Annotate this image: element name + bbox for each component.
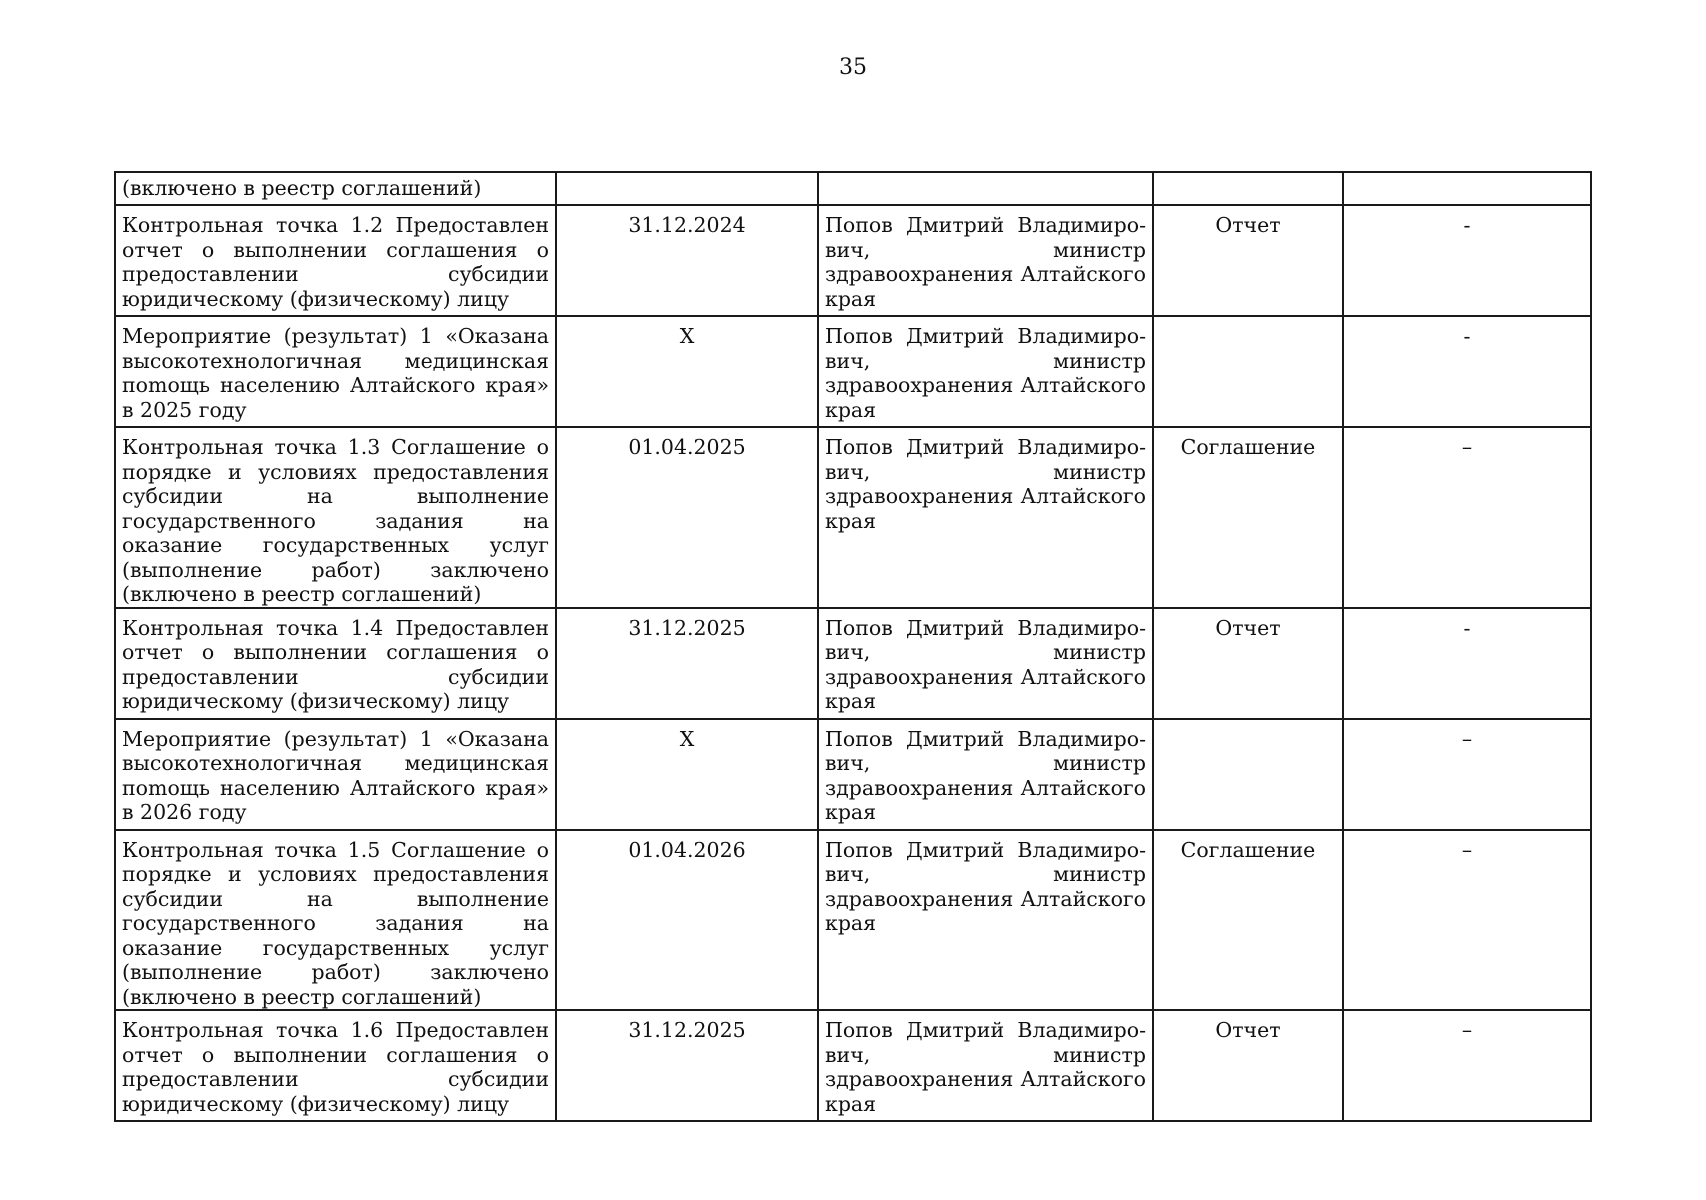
cell-mark: – (1343, 1010, 1591, 1121)
cell-document (1153, 316, 1343, 427)
cell-date (556, 172, 818, 205)
cell-date: 01.04.2025 (556, 427, 818, 608)
cell-responsible (818, 172, 1153, 205)
cell-document (1153, 172, 1343, 205)
table-row (115, 608, 1591, 719)
cell-name: Мероприятие (результат) 1 «Оказана высокотехнологичная медицинская поmощь населению Алтайского края» в 2026 году (115, 719, 556, 830)
control-points-table (114, 171, 1592, 1122)
cell-document (1153, 719, 1343, 830)
cell-name: Контрольная точка 1.3 Соглашение о порядке и условиях предоставления субсидии на выполнение государственного задания на оказание государственных услуг (выполнение работ) заключено (включено в реестр соглашений) (115, 427, 556, 608)
cell-document: Отчет (1153, 608, 1343, 719)
cell-document: Соглашение (1153, 830, 1343, 1011)
cell-mark: - (1343, 205, 1591, 316)
table-row (115, 316, 1591, 427)
cell-name: Мероприятие (результат) 1 «Оказана высокотехнологичная медицинская поmощь населению Алтайского края» в 2025 году (115, 316, 556, 427)
cell-name: Контрольная точка 1.4 Предоставлен отчет о выполнении соглашения о предоставлении субсидии юридическому (физическому) лицу (115, 608, 556, 719)
cell-name: Контрольная точка 1.2 Предоставлен отчет о выполнении соглашения о предоставлении субсидии юридическому (физическому) лицу (115, 205, 556, 316)
cell-mark: – (1343, 427, 1591, 608)
cell-name: (включено в реестр соглашений) (115, 172, 556, 205)
cell-document: Соглашение (1153, 427, 1343, 608)
cell-date: 31.12.2025 (556, 608, 818, 719)
cell-mark: - (1343, 316, 1591, 427)
table-row (115, 205, 1591, 316)
cell-date: 31.12.2024 (556, 205, 818, 316)
cell-date: X (556, 719, 818, 830)
cell-responsible: Попов Дмитрий Владимирович, министр здравоохранения Алтайского края (818, 830, 1153, 1011)
cell-name: Контрольная точка 1.5 Соглашение о порядке и условиях предоставления субсидии на выполнение государственного задания на оказание государственных услуг (выполнение работ) заключено (включено в реестр соглашений) (115, 830, 556, 1011)
cell-name: Контрольная точка 1.6 Предоставлен отчет о выполнении соглашения о предоставлении субсидии юридическому (физическому) лицу (115, 1010, 556, 1121)
cell-mark (1343, 172, 1591, 205)
table-row (115, 427, 1591, 608)
cell-responsible: Попов Дмитрий Владимирович, министр здравоохранения Алтайского края (818, 719, 1153, 830)
cell-responsible: Попов Дмитрий Владимирович, министр здравоохранения Алтайского края (818, 427, 1153, 608)
cell-responsible: Попов Дмитрий Владимирович, министр здравоохранения Алтайского края (818, 205, 1153, 316)
cell-responsible: Попов Дмитрий Владимирович, министр здравоохранения Алтайского края (818, 1010, 1153, 1121)
table-row (115, 172, 1591, 205)
cell-date: 01.04.2026 (556, 830, 818, 1011)
table-row (115, 830, 1591, 1011)
cell-document: Отчет (1153, 1010, 1343, 1121)
cell-mark: - (1343, 608, 1591, 719)
table-row (115, 1010, 1591, 1121)
cell-responsible: Попов Дмитрий Владимирович, министр здравоохранения Алтайского края (818, 316, 1153, 427)
table-row (115, 719, 1591, 830)
cell-mark: – (1343, 719, 1591, 830)
cell-date: 31.12.2025 (556, 1010, 818, 1121)
cell-responsible: Попов Дмитрий Владимирович, министр здравоохранения Алтайского края (818, 608, 1153, 719)
cell-mark: – (1343, 830, 1591, 1011)
cell-date: X (556, 316, 818, 427)
cell-document: Отчет (1153, 205, 1343, 316)
page-number: 35 (839, 55, 867, 80)
